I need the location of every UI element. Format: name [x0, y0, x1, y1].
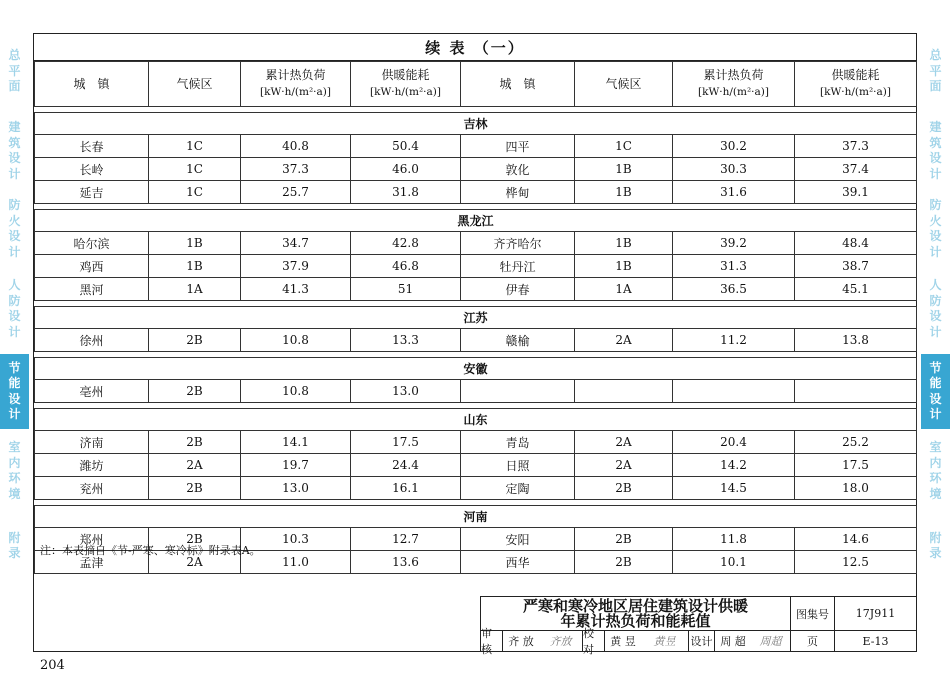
side-tab-glyph: 计	[8, 244, 21, 259]
energy-cell: 13.6	[351, 551, 461, 574]
province-row	[35, 307, 917, 329]
city-cell: 伊春	[461, 278, 575, 301]
side-tab-glyph: 火	[929, 213, 942, 228]
climate-cell: 1B	[149, 232, 241, 255]
heat-load-cell: 10.8	[241, 329, 351, 352]
heat-load-cell: 31.6	[673, 181, 795, 204]
climate-cell: 1A	[575, 278, 673, 301]
side-tab-energy-active[interactable]	[0, 354, 29, 429]
side-tab-glyph: 计	[8, 407, 21, 421]
header-heat-load	[673, 62, 795, 107]
check-label: 校对	[583, 631, 605, 652]
side-tab-fire[interactable]	[921, 194, 950, 264]
city-cell: 青岛	[461, 431, 575, 454]
check-name: 黄 昱	[605, 631, 641, 652]
climate-cell: 2B	[575, 551, 673, 574]
side-tab-glyph: 境	[8, 486, 21, 501]
province-name: 黑龙江	[35, 210, 917, 232]
side-tab-glyph: 防	[929, 293, 942, 308]
city-cell: 长岭	[35, 158, 149, 181]
heat-load-cell: 31.3	[673, 255, 795, 278]
energy-cell: 18.0	[795, 477, 917, 500]
side-tab-appendix[interactable]	[0, 526, 29, 566]
heat-load-cell: 34.7	[241, 232, 351, 255]
heat-load-cell: 40.8	[241, 135, 351, 158]
heat-load-cell: 10.1	[673, 551, 795, 574]
city-cell: 徐州	[35, 329, 149, 352]
climate-cell: 1C	[575, 135, 673, 158]
side-tab-glyph: 境	[929, 486, 942, 501]
side-tab-label	[8, 198, 20, 260]
side-tab-glyph: 环	[929, 471, 942, 485]
side-tab-label	[8, 120, 20, 182]
energy-cell: 24.4	[351, 454, 461, 477]
heat-load-cell: 37.9	[241, 255, 351, 278]
city-cell: 兖州	[35, 477, 149, 500]
climate-cell	[575, 380, 673, 403]
side-tab-glyph: 总	[929, 48, 942, 63]
energy-cell: 31.8	[351, 181, 461, 204]
side-tab-label	[8, 440, 20, 502]
side-tab-glyph: 设	[929, 391, 942, 406]
table-row	[35, 454, 917, 477]
energy-cell: 25.2	[795, 431, 917, 454]
side-tab-glyph: 附	[8, 530, 21, 545]
side-tab-label	[929, 531, 941, 562]
side-tab-glyph: 防	[8, 293, 21, 308]
table-row	[35, 431, 917, 454]
table-row	[35, 278, 917, 301]
city-cell: 孟津	[35, 551, 149, 574]
side-tab-glyph: 附	[929, 530, 942, 545]
side-tab-glyph: 计	[929, 324, 942, 339]
side-tab-glyph: 节	[929, 360, 942, 375]
heat-load-cell: 10.3	[241, 528, 351, 551]
energy-cell: 16.1	[351, 477, 461, 500]
side-tab-glyph: 录	[8, 546, 21, 560]
header-heat-load-unit: [kW·h/(m²·a)]	[260, 86, 331, 98]
city-cell: 亳州	[35, 380, 149, 403]
side-tab-site-plan[interactable]	[0, 44, 29, 99]
city-cell: 四平	[461, 135, 575, 158]
page-number: 204	[40, 658, 65, 673]
province-row	[35, 358, 917, 380]
side-tab-glyph: 火	[8, 213, 21, 228]
table-row	[35, 232, 917, 255]
energy-cell	[795, 380, 917, 403]
heat-load-cell	[673, 380, 795, 403]
climate-cell: 1B	[149, 255, 241, 278]
city-cell: 郑州	[35, 528, 149, 551]
header-energy	[351, 62, 461, 107]
energy-cell: 45.1	[795, 278, 917, 301]
table-header-row	[35, 62, 917, 107]
energy-cell: 38.7	[795, 255, 917, 278]
design-name: 周 超	[715, 631, 751, 652]
side-tab-label	[929, 278, 941, 340]
heat-load-cell: 10.8	[241, 380, 351, 403]
province-row	[35, 210, 917, 232]
city-cell: 牡丹江	[461, 255, 575, 278]
city-cell: 桦甸	[461, 181, 575, 204]
province-row	[35, 113, 917, 135]
city-cell: 日照	[461, 454, 575, 477]
review-signature: 齐放	[539, 631, 583, 652]
drawing-title-line2: 年累计热负荷和能耗值	[560, 611, 711, 630]
climate-cell: 1B	[575, 232, 673, 255]
table-row	[35, 380, 917, 403]
side-tab-glyph: 内	[8, 455, 21, 470]
city-cell	[461, 380, 575, 403]
table-title: 续 表 （一）	[34, 34, 916, 61]
side-tab-indoor[interactable]	[0, 436, 29, 506]
side-tab-label	[929, 198, 941, 260]
title-block	[480, 596, 917, 656]
header-energy-unit: [kW·h/(m²·a)]	[820, 86, 891, 98]
side-tab-glyph: 筑	[929, 135, 942, 150]
heat-load-cell: 13.0	[241, 477, 351, 500]
heat-load-cell: 37.3	[241, 158, 351, 181]
design-label: 设计	[689, 631, 715, 652]
heat-load-cell: 30.3	[673, 158, 795, 181]
header-heat-load-unit: [kW·h/(m²·a)]	[698, 86, 769, 98]
energy-cell: 42.8	[351, 232, 461, 255]
climate-cell: 1B	[575, 255, 673, 278]
side-tab-glyph: 录	[929, 546, 942, 560]
energy-cell: 37.4	[795, 158, 917, 181]
design-signature: 周超	[751, 631, 791, 652]
side-tab-glyph: 建	[929, 120, 942, 134]
energy-cell: 50.4	[351, 135, 461, 158]
review-name: 齐 放	[503, 631, 539, 652]
side-tab-energy-active[interactable]	[921, 354, 950, 429]
climate-cell: 1C	[149, 181, 241, 204]
side-tab-fire[interactable]	[0, 194, 29, 264]
climate-cell: 2B	[149, 477, 241, 500]
side-tab-glyph: 室	[929, 440, 942, 454]
city-cell: 西华	[461, 551, 575, 574]
energy-cell: 39.1	[795, 181, 917, 204]
province-row	[35, 506, 917, 528]
side-tab-glyph: 防	[8, 198, 21, 212]
side-tab-glyph: 防	[929, 198, 942, 212]
city-cell: 延吉	[35, 181, 149, 204]
province-name: 山东	[35, 409, 917, 431]
side-tab-glyph: 人	[8, 278, 21, 292]
climate-cell: 1A	[149, 278, 241, 301]
side-tab-glyph: 平	[8, 63, 21, 78]
heat-load-cell: 11.0	[241, 551, 351, 574]
climate-cell: 2B	[149, 329, 241, 352]
side-tab-indoor[interactable]	[921, 436, 950, 506]
climate-cell: 1C	[149, 135, 241, 158]
energy-cell: 46.0	[351, 158, 461, 181]
header-city: 城 镇	[35, 62, 149, 107]
province-row	[35, 409, 917, 431]
side-tab-glyph: 设	[8, 151, 21, 165]
side-tab-glyph: 节	[8, 360, 21, 375]
side-tab-label	[929, 48, 941, 95]
side-tab-glyph: 总	[8, 48, 21, 63]
climate-cell: 2B	[149, 528, 241, 551]
table-row	[35, 329, 917, 352]
page-value: E-13	[835, 631, 917, 652]
city-cell: 哈尔滨	[35, 232, 149, 255]
side-tab-glyph: 计	[929, 166, 942, 181]
table-row	[35, 181, 917, 204]
heat-load-cell: 14.5	[673, 477, 795, 500]
climate-cell: 2A	[575, 431, 673, 454]
heat-load-cell: 30.2	[673, 135, 795, 158]
side-tab-glyph: 设	[929, 309, 942, 323]
city-cell: 定陶	[461, 477, 575, 500]
side-tab-label	[8, 48, 20, 95]
city-cell: 济南	[35, 431, 149, 454]
energy-cell: 51	[351, 278, 461, 301]
climate-cell: 1C	[149, 158, 241, 181]
side-tab-glyph: 筑	[8, 135, 21, 150]
side-tab-glyph: 设	[8, 229, 21, 243]
side-tab-glyph: 计	[8, 166, 21, 181]
side-tab-glyph: 设	[929, 229, 942, 243]
side-tab-glyph: 环	[8, 471, 21, 485]
energy-cell: 46.8	[351, 255, 461, 278]
table-row	[35, 158, 917, 181]
climate-cell: 2A	[149, 551, 241, 574]
side-tab-label	[8, 361, 20, 423]
header-climate: 气候区	[575, 62, 673, 107]
side-tab-glyph: 面	[929, 79, 942, 94]
climate-cell: 2A	[575, 454, 673, 477]
header-energy-label: 供暖能耗	[381, 68, 430, 82]
side-tab-architecture[interactable]	[0, 116, 29, 186]
heating-data-table	[34, 61, 917, 574]
energy-cell: 17.5	[351, 431, 461, 454]
heat-load-cell: 19.7	[241, 454, 351, 477]
side-tab-glyph: 人	[929, 278, 942, 292]
energy-cell: 17.5	[795, 454, 917, 477]
side-tab-glyph: 计	[929, 244, 942, 259]
side-tab-architecture[interactable]	[921, 116, 950, 186]
atlas-label: 图集号	[791, 597, 835, 631]
province-name: 江苏	[35, 307, 917, 329]
city-cell: 黑河	[35, 278, 149, 301]
atlas-value: 17J911	[835, 597, 917, 631]
energy-cell: 12.7	[351, 528, 461, 551]
side-tab-label	[929, 120, 941, 182]
climate-cell: 2B	[575, 477, 673, 500]
header-energy-unit: [kW·h/(m²·a)]	[370, 86, 441, 98]
heat-load-cell: 14.1	[241, 431, 351, 454]
table-row	[35, 477, 917, 500]
header-heat-load-label: 累计热负荷	[703, 68, 764, 82]
review-label: 审核	[481, 631, 503, 652]
city-cell: 齐齐哈尔	[461, 232, 575, 255]
climate-cell: 2B	[149, 431, 241, 454]
province-name: 河南	[35, 506, 917, 528]
city-cell: 长春	[35, 135, 149, 158]
city-cell: 赣榆	[461, 329, 575, 352]
heat-load-cell: 36.5	[673, 278, 795, 301]
side-tab-glyph: 计	[8, 324, 21, 339]
heat-load-cell: 41.3	[241, 278, 351, 301]
city-cell: 鸡西	[35, 255, 149, 278]
side-tab-appendix[interactable]	[921, 526, 950, 566]
energy-cell: 13.8	[795, 329, 917, 352]
energy-cell: 13.3	[351, 329, 461, 352]
side-tab-glyph: 设	[8, 309, 21, 323]
city-cell: 潍坊	[35, 454, 149, 477]
energy-cell: 48.4	[795, 232, 917, 255]
climate-cell: 1B	[575, 158, 673, 181]
heat-load-cell: 25.7	[241, 181, 351, 204]
page-label: 页	[791, 631, 835, 652]
header-climate: 气候区	[149, 62, 241, 107]
city-cell: 敦化	[461, 158, 575, 181]
header-heat-load-label: 累计热负荷	[265, 68, 326, 82]
table-row	[35, 135, 917, 158]
province-name: 安徽	[35, 358, 917, 380]
drawing-title	[481, 597, 791, 631]
side-tab-label	[929, 440, 941, 502]
header-city: 城 镇	[461, 62, 575, 107]
heat-load-cell: 11.8	[673, 528, 795, 551]
side-tab-glyph: 能	[929, 376, 942, 390]
table-row	[35, 255, 917, 278]
side-tab-label	[929, 361, 941, 423]
header-energy	[795, 62, 917, 107]
climate-cell: 1B	[575, 181, 673, 204]
drawing-title-line1: 严寒和寒冷地区居住建筑设计供暖	[522, 596, 748, 615]
side-tab-glyph: 平	[929, 63, 942, 78]
side-tab-glyph: 内	[929, 455, 942, 470]
table-note: 注：本表摘自《节-严寒、寒冷标》附录表A。	[40, 544, 261, 557]
side-tab-civil-defense[interactable]	[0, 274, 29, 344]
side-tab-label	[8, 531, 20, 562]
province-name: 吉林	[35, 113, 917, 135]
heat-load-cell: 11.2	[673, 329, 795, 352]
header-energy-label: 供暖能耗	[831, 68, 880, 82]
heat-load-cell: 39.2	[673, 232, 795, 255]
heat-load-cell: 20.4	[673, 431, 795, 454]
check-signature: 黄昱	[641, 631, 689, 652]
side-tab-site-plan[interactable]	[921, 44, 950, 99]
climate-cell: 2A	[575, 329, 673, 352]
energy-cell: 37.3	[795, 135, 917, 158]
energy-cell: 14.6	[795, 528, 917, 551]
climate-cell: 2B	[575, 528, 673, 551]
climate-cell: 2B	[149, 380, 241, 403]
side-tab-glyph: 面	[8, 79, 21, 94]
side-tab-glyph: 室	[8, 440, 21, 454]
side-tab-glyph: 建	[8, 120, 21, 134]
side-tab-label	[8, 278, 20, 340]
side-tab-glyph: 设	[8, 391, 21, 406]
header-heat-load	[241, 62, 351, 107]
energy-cell: 12.5	[795, 551, 917, 574]
side-tab-glyph: 设	[929, 151, 942, 165]
heat-load-cell: 14.2	[673, 454, 795, 477]
side-tab-glyph: 计	[929, 407, 942, 421]
city-cell: 安阳	[461, 528, 575, 551]
climate-cell: 2A	[149, 454, 241, 477]
side-tab-civil-defense[interactable]	[921, 274, 950, 344]
side-tab-glyph: 能	[8, 376, 21, 390]
energy-cell: 13.0	[351, 380, 461, 403]
